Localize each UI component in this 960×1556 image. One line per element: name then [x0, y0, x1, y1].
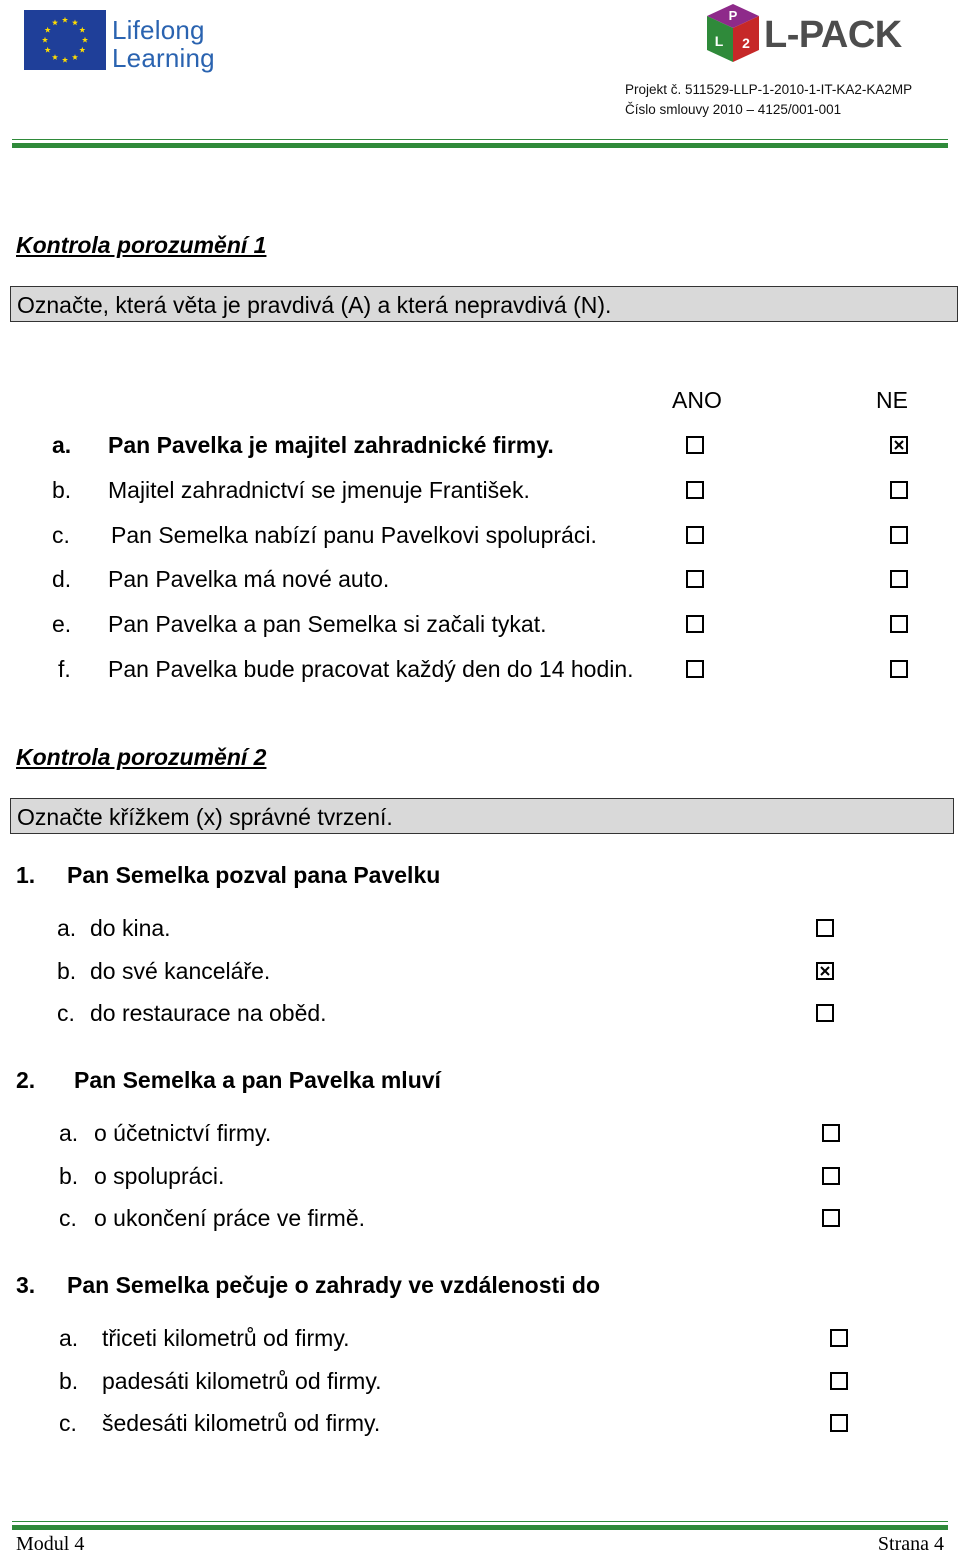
option-letter: b.	[59, 1162, 79, 1189]
question-text: Pan Semelka a pan Pavelka mluví	[74, 1067, 441, 1093]
logo-line-1: Lifelong	[112, 15, 205, 45]
header-divider-thin	[12, 139, 948, 140]
cross-mark-icon	[892, 438, 906, 452]
statement-text: Pan Pavelka a pan Semelka si začali tykat.	[108, 611, 547, 638]
option-checkbox[interactable]	[830, 1329, 848, 1347]
option-checkbox[interactable]	[830, 1414, 848, 1432]
cross-mark-icon	[818, 964, 832, 978]
option-checkbox[interactable]	[830, 1372, 848, 1390]
section-1-instruction: Označte, která věta je pravdivá (A) a která nepravdivá (N).	[10, 286, 958, 322]
question-text: Pan Semelka pozval pana Pavelku	[67, 862, 441, 888]
checkbox-ne[interactable]	[890, 615, 908, 633]
lifelong-learning-logo-text	[112, 16, 215, 72]
eu-stars-icon	[24, 10, 106, 70]
option-text: padesáti kilometrů od firmy.	[102, 1367, 382, 1394]
footer-page-number: Strana 4	[877, 1533, 944, 1555]
question-number: 1.	[16, 862, 36, 888]
option-text: do restaurace na oběd.	[90, 1000, 327, 1026]
checkbox-ne[interactable]	[890, 570, 908, 588]
option-text: o spolupráci.	[94, 1162, 225, 1189]
cube-letter-2: 2	[742, 35, 750, 51]
checkbox-ne[interactable]	[890, 526, 908, 544]
section-2-instruction: Označte křížkem (x) správné tvrzení.	[10, 798, 954, 834]
checkbox-ano[interactable]	[686, 481, 704, 499]
cube-letter-l: L	[714, 33, 724, 49]
footer-module: Modul 4	[16, 1533, 85, 1555]
option-text: o ukončení práce ve firmě.	[94, 1205, 366, 1231]
statement-letter: b.	[52, 476, 72, 503]
header-divider-thick	[12, 143, 948, 148]
option-letter: c.	[59, 1410, 77, 1436]
checkbox-ano[interactable]	[686, 615, 704, 633]
statement-letter: c.	[52, 521, 70, 548]
option-checkbox[interactable]	[822, 1124, 840, 1142]
option-text: o účetnictví firmy.	[94, 1120, 272, 1146]
option-letter: c.	[59, 1205, 77, 1231]
option-text: do své kanceláře.	[90, 957, 271, 984]
question-text: Pan Semelka pečuje o zahrady ve vzdálenosti do	[67, 1272, 601, 1298]
footer-divider-thick	[12, 1525, 948, 1530]
question-number: 2.	[16, 1067, 36, 1093]
checkbox-ne[interactable]	[890, 481, 908, 499]
checkbox-ano[interactable]	[686, 526, 704, 544]
statement-letter: e.	[52, 611, 72, 638]
column-header-no: NE	[876, 387, 908, 413]
section-2-title: Kontrola porozumění 2	[16, 744, 267, 770]
statement-text: Pan Pavelka má nové auto.	[108, 566, 390, 593]
statement-text: Pan Pavelka bude pracovat každý den do 14 hodin.	[108, 656, 634, 682]
option-letter: b.	[59, 1367, 79, 1394]
option-letter: a.	[59, 1120, 79, 1146]
statement-letter: d.	[52, 566, 72, 593]
checkbox-ano[interactable]	[686, 436, 704, 454]
statement-text: Majitel zahradnictví se jmenuje František.	[108, 476, 530, 503]
option-checkbox[interactable]	[816, 1004, 834, 1022]
question-number: 3.	[16, 1272, 36, 1298]
checkbox-ne[interactable]	[890, 660, 908, 678]
option-letter: a.	[57, 915, 77, 941]
checkbox-ano[interactable]	[686, 570, 704, 588]
option-letter: c.	[57, 1000, 75, 1026]
checkbox-ano[interactable]	[686, 660, 704, 678]
option-checkbox[interactable]	[822, 1209, 840, 1227]
cube-letter-p: P	[728, 8, 738, 23]
project-number: Projekt č. 511529-LLP-1-2010-1-IT-KA2-KA2MP	[625, 82, 913, 97]
project-info	[625, 80, 912, 120]
section-1-title: Kontrola porozumění 1	[16, 232, 267, 258]
contract-number: Číslo smlouvy 2010 – 4125/001-001	[625, 102, 842, 117]
statement-text: Pan Semelka nabízí panu Pavelkovi spolupráci.	[111, 521, 597, 548]
option-text: do kina.	[90, 915, 171, 941]
option-checkbox[interactable]	[822, 1167, 840, 1185]
statement-text: Pan Pavelka je majitel zahradnické firmy.	[108, 432, 554, 458]
checkbox-ne[interactable]	[890, 436, 908, 454]
lpack-cube-logo	[704, 2, 762, 64]
option-text: šedesáti kilometrů od firmy.	[102, 1410, 381, 1436]
option-letter: b.	[57, 957, 77, 984]
eu-flag-logo	[24, 10, 106, 70]
option-checkbox[interactable]	[816, 919, 834, 937]
option-checkbox[interactable]	[816, 962, 834, 980]
statement-letter: a.	[52, 432, 72, 458]
column-header-yes: ANO	[672, 387, 722, 413]
logo-line-2: Learning	[112, 43, 215, 73]
statement-letter: f.	[58, 656, 71, 682]
lpack-logo-text: L-PACK	[764, 14, 902, 56]
footer-divider-thin	[12, 1521, 948, 1522]
option-text: třiceti kilometrů od firmy.	[102, 1325, 350, 1351]
option-letter: a.	[59, 1325, 79, 1351]
